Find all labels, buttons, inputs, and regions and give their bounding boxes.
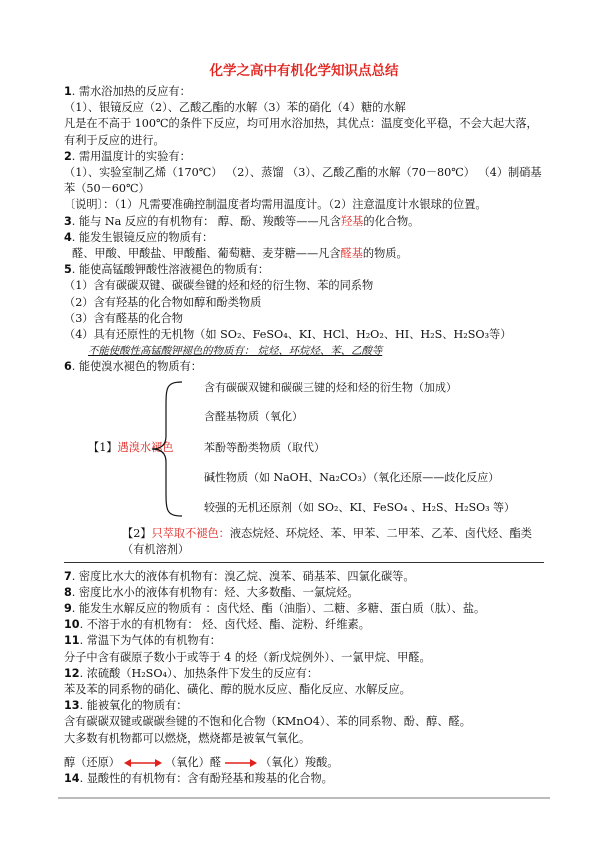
section-4-heading: 4. 能发生银镜反应的物质有： xyxy=(64,230,214,244)
extraction-note: 【2】只萃取不褪色：液态烷烃、环烷烃、苯、甲苯、二甲苯、乙苯、卤代烃、酯类（有机溶剂） xyxy=(122,526,532,556)
redox-chain: 醇（还原） （氧化）醛 （氧化）羧酸。 xyxy=(64,755,339,769)
footer-divider xyxy=(58,797,550,799)
section-1-line-1: （1）、银镜反应（2）、乙酸乙酯的水解（3）苯的硝化（4）糖的水解 xyxy=(64,101,406,115)
document-page xyxy=(64,62,544,799)
curly-brace-icon xyxy=(146,378,186,520)
section-1-line-2: 凡是在不高于 100℃的条件下反应，均可用水浴加热，其优点：温度变化平稳，不会大起大落，有利于反应的进行。 xyxy=(64,117,538,147)
section-5-line-4: （4）具有还原性的无机物（如 SO₂、FeSO₄、KI、HCl、H₂O₂、HI、H₂S、H₂SO₃等） xyxy=(64,328,512,342)
section-2-note: 〔说明〕：（1）凡需要准确控制温度者均需用温度计。（2）注意温度计水银球的位置。 xyxy=(64,198,487,212)
section-4-line-1: 醛、甲酸、甲酸盐、甲酸酯、葡萄糖、麦芽糖——凡含醛基的物质。 xyxy=(72,247,408,261)
section-11-line-1: 分子中含有碳原子数小于或等于 4 的烃（新戊烷例外）、一氯甲烷、甲醛。 xyxy=(64,650,431,664)
brace-item: 苯酚等酚类物质（取代） xyxy=(204,440,325,454)
section-14: 14. 显酸性的有机物有：含有酚羟基和羧基的化合物。 xyxy=(64,772,333,786)
section-13-line-1: 含有碳碳双键或碳碳叁键的不饱和化合物（KMnO4）、苯的同系物、酚、醇、醛。 xyxy=(64,715,471,729)
section-2-heading: 2. 需用温度计的实验有： xyxy=(64,149,191,163)
brace-item: 含醛基物质（氧化） xyxy=(204,409,303,423)
section-6-heading: 6. 能使溴水褪色的物质有： xyxy=(64,360,202,374)
right-arrow-icon xyxy=(225,758,257,768)
section-1-number: 1 xyxy=(64,85,72,98)
section-1-heading: 1. 需水浴加热的反应有： xyxy=(64,85,191,98)
bromine-water-brace-section xyxy=(64,378,544,520)
section-13-heading: 13. 能被氧化的物质有： xyxy=(64,699,188,713)
section-7: 7. 密度比水大的液体有机物有：溴乙烷、溴苯、硝基苯、四氯化碳等。 xyxy=(64,569,415,583)
highlight-aldehyde: 醛基 xyxy=(340,247,363,261)
section-13-line-2: 大多数有机物都可以燃烧，燃烧都是被氧气氧化。 xyxy=(64,731,311,745)
section-8: 8. 密度比水小的液体有机物有：烃、大多数酯、一氯烷烃。 xyxy=(64,585,359,599)
section-10: 10. 不溶于水的有机物有： 烃、卤代烃、酯、淀粉、纤维素。 xyxy=(64,618,370,632)
section-11-heading: 11. 常温下为气体的有机物有： xyxy=(64,634,221,648)
section-12-heading: 12. 浓硫酸（H₂SO₄）、加热条件下发生的反应有： xyxy=(64,666,319,680)
highlight-hydroxyl: 羟基 xyxy=(340,214,364,228)
divider xyxy=(64,562,544,563)
section-3-heading: 3. 能与 Na 反应的有机物有： 醇、酚、羧酸等——凡含羟基的化合物。 xyxy=(64,214,420,228)
brace-item: 较强的无机还原剂（如 SO₂、KI、FeSO₄ 、H₂S、H₂SO₃ 等） xyxy=(204,500,516,514)
brace-label: 【1】遇溴水褪色 xyxy=(88,440,174,454)
brace-item: 含有碳碳双键和碳碳三键的烃和烃的衍生物（加成） xyxy=(204,380,457,394)
section-5-underlined-note: 不能使酸性高锰酸钾褪色的物质有： 烷烃、环烷烃、苯、乙酸等 xyxy=(88,345,383,358)
section-2-line-1: （1）、实验室制乙烯（170℃） （2）、蒸馏 （3）、乙酸乙酯的水解（70－80℃） （4）制硝基苯（50－60℃） xyxy=(64,166,542,196)
section-5-heading: 5. 能使高锰酸钾酸性溶液褪色的物质有： xyxy=(64,263,270,277)
double-arrow-icon xyxy=(124,758,162,768)
section-5-line-3: （3）含有醛基的化合物 xyxy=(64,311,183,325)
brace-item: 碱性物质（如 NaOH、Na₂CO₃）（氧化还原——歧化反应） xyxy=(204,470,500,484)
section-5-line-1: （1）含有碳碳双键、碳碳叁键的烃和烃的衍生物、苯的同系物 xyxy=(64,279,374,293)
page-title: 化学之高中有机化学知识点总结 xyxy=(209,63,399,79)
section-5-line-2: （2）含有羟基的化合物如醇和酚类物质 xyxy=(64,295,262,309)
section-9: 9. 能发生水解反应的物质有 ：卤代烃、酯（油脂）、二糖、多糖、蛋白质（肽）、盐。 xyxy=(64,602,486,616)
section-12-line-1: 苯及苯的同系物的硝化、磺化、醇的脱水反应、酯化反应、水解反应。 xyxy=(64,683,411,697)
